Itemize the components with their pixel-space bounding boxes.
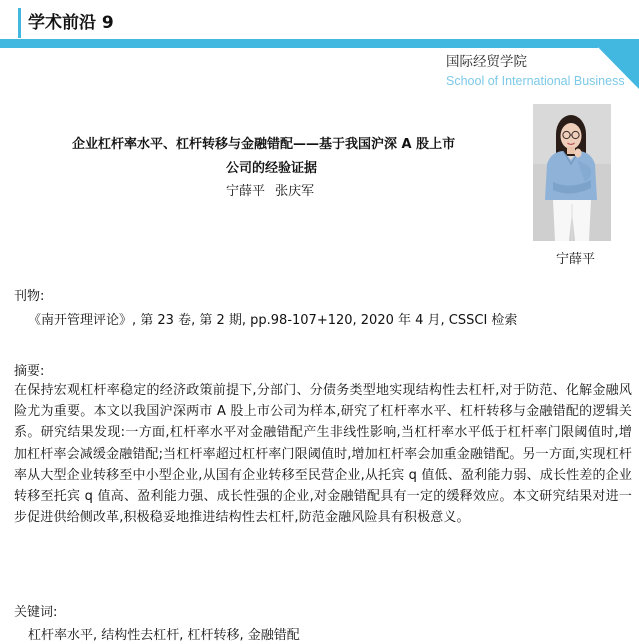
photo-caption: 宁薛平	[556, 252, 596, 267]
section-title: 学术前沿 9	[28, 13, 114, 33]
paper-authors: 宁薛平 张庆军	[226, 184, 315, 199]
abstract-text: 在保持宏观杠杆率稳定的经济政策前提下,分部门、分债务类型地实现结构性去杠杆,对于防范、化解金融风险尤为重要。本文以我国沪深两市 A 股上市公司为样本,研究了杠杆率水平、杠杆转移与金融错配的逻辑关系。研究结果发现:一方面,杠杆率水平对金融错配产生非线性影响,当杠杆率水平低于杠杆率门限阈值时,增加杠杆率会减缓金融错配;当杠杆率超过杠杆率门限阈值时,增加杠杆率会加重金融错配。另一方面,实现杠杆率从大型企业转移至中小型企业,从国有企业转移至民营企业,从托宾 q 值低、盈利能力弱、成长性差的企业转移至托宾 q 值高、盈利能力强、成长性强的企业,对金融错配具有一定的缓释效应。本文研究结果对进一步促进供给侧改革,积极稳妥地推进结构性去杠杆,防范金融风险具有积极意义。	[14, 383, 632, 526]
author-photo	[533, 104, 611, 241]
keywords-text: 杠杆率水平, 结构性去杠杆, 杠杆转移, 金融错配	[28, 628, 300, 643]
keywords-label: 关键词:	[14, 605, 58, 620]
publication-info: 《南开管理评论》, 第 23 卷, 第 2 期, pp.98-107+120, 2020 年 4 月, CSSCI 检索	[28, 313, 518, 328]
school-name-cn: 国际经贸学院	[446, 54, 527, 70]
school-name-en: School of International Business	[446, 74, 625, 88]
header-divider-bar	[0, 39, 598, 48]
paper-title-line-1: 企业杠杆率水平、杠杆转移与金融错配——基于我国沪深 A 股上市	[72, 137, 456, 152]
abstract-label: 摘要:	[14, 364, 45, 379]
publication-label: 刊物:	[14, 289, 45, 304]
paper-title-line-2: 公司的经验证据	[226, 161, 318, 176]
